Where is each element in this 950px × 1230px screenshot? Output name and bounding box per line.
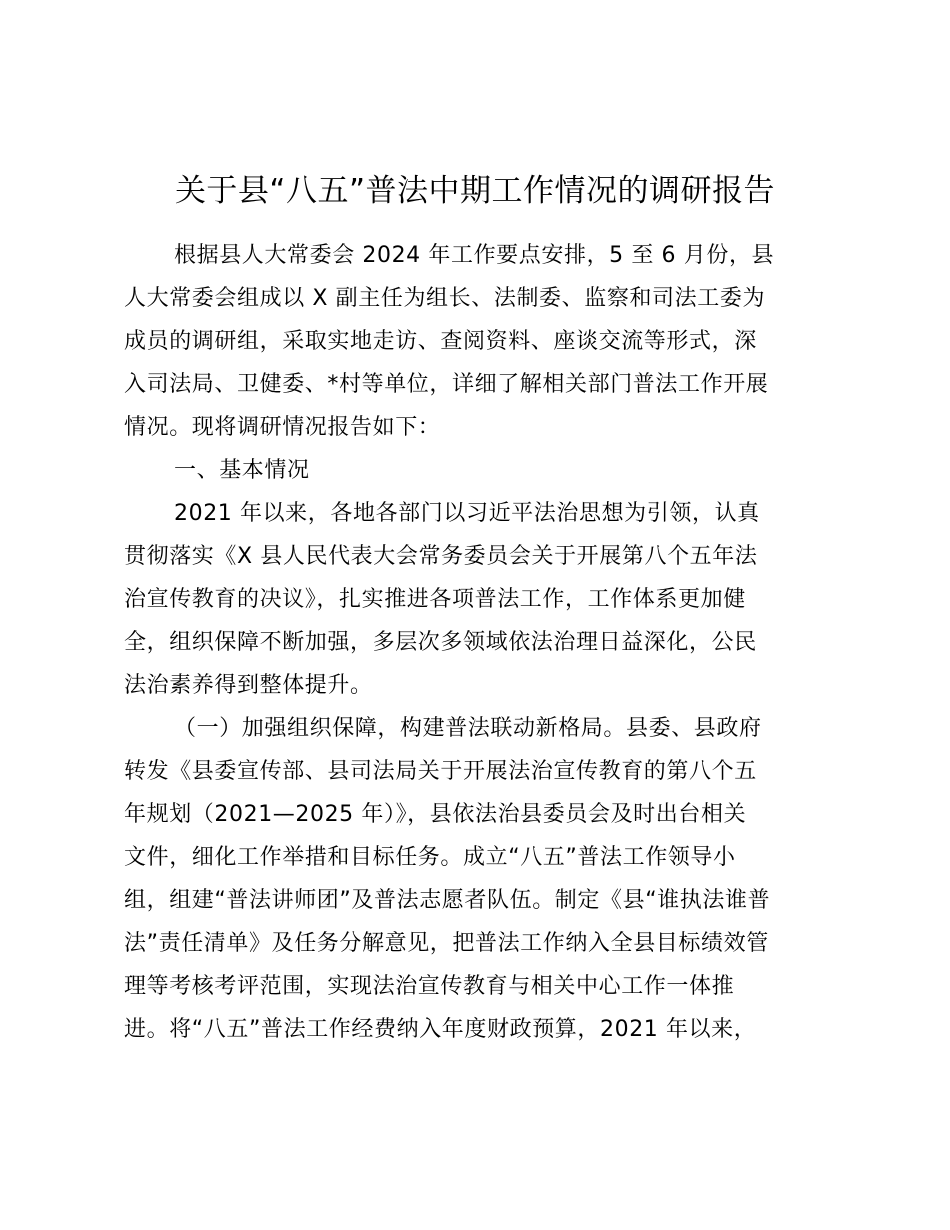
- text-line: 文件，细化工作举措和目标任务。成立“八五”普法工作领导小: [124, 845, 736, 870]
- text-line: 理等考核考评范围，实现法治宣传教育与相关中心工作一体推: [124, 974, 735, 999]
- text-line: 组，组建“普法讲师团”及普法志愿者队伍。制定《县“谁执法谁普: [124, 888, 771, 913]
- text-line: 治宣传教育的决议》，扎实推进各项普法工作，工作体系更加健: [124, 587, 746, 612]
- text-line: 2021 年以来，各地各部门以习近平法治思想为引领，认真: [174, 501, 760, 526]
- text-line: 情况。现将调研情况报告如下：: [124, 415, 441, 440]
- subsection-line: （一）加强组织保障，构建普法联动新格局。县委、县政府: [174, 716, 762, 741]
- document-title: 关于县“八五”普法中期工作情况的调研报告: [174, 173, 776, 209]
- text-line: 入司法局、卫健委、*村等单位，详细了解相关部门普法工作开展: [124, 372, 769, 397]
- text-line: 法治素养得到整体提升。: [124, 673, 373, 698]
- section-heading: 一、基本情况: [174, 458, 310, 483]
- text-line: 贯彻落实《X 县人民代表大会常务委员会关于开展第八个五年法: [124, 544, 758, 569]
- text-line: 全，组织保障不断加强，多层次多领域依法治理日益深化，公民: [124, 630, 757, 655]
- text-line: 法”责任清单》及任务分解意见，把普法工作纳入全县目标绩效管: [124, 931, 769, 956]
- text-line: 转发《县委宣传部、县司法局关于开展法治宣传教育的第八个五: [124, 759, 757, 784]
- text-line: 成员的调研组，采取实地走访、查阅资料、座谈交流等形式，深: [124, 329, 757, 354]
- text-line: 年规划（2021—2025 年）》，县依法治县委员会及时出台相关: [124, 802, 747, 827]
- text-line: 人大常委会组成以 X 副主任为组长、法制委、监察和司法工委为: [124, 286, 766, 311]
- text-line: 进。将“八五”普法工作经费纳入年度财政预算，2021 年以来，: [124, 1017, 757, 1042]
- text-line: 根据县人大常委会 2024 年工作要点安排，5 至 6 月份，县: [174, 243, 775, 268]
